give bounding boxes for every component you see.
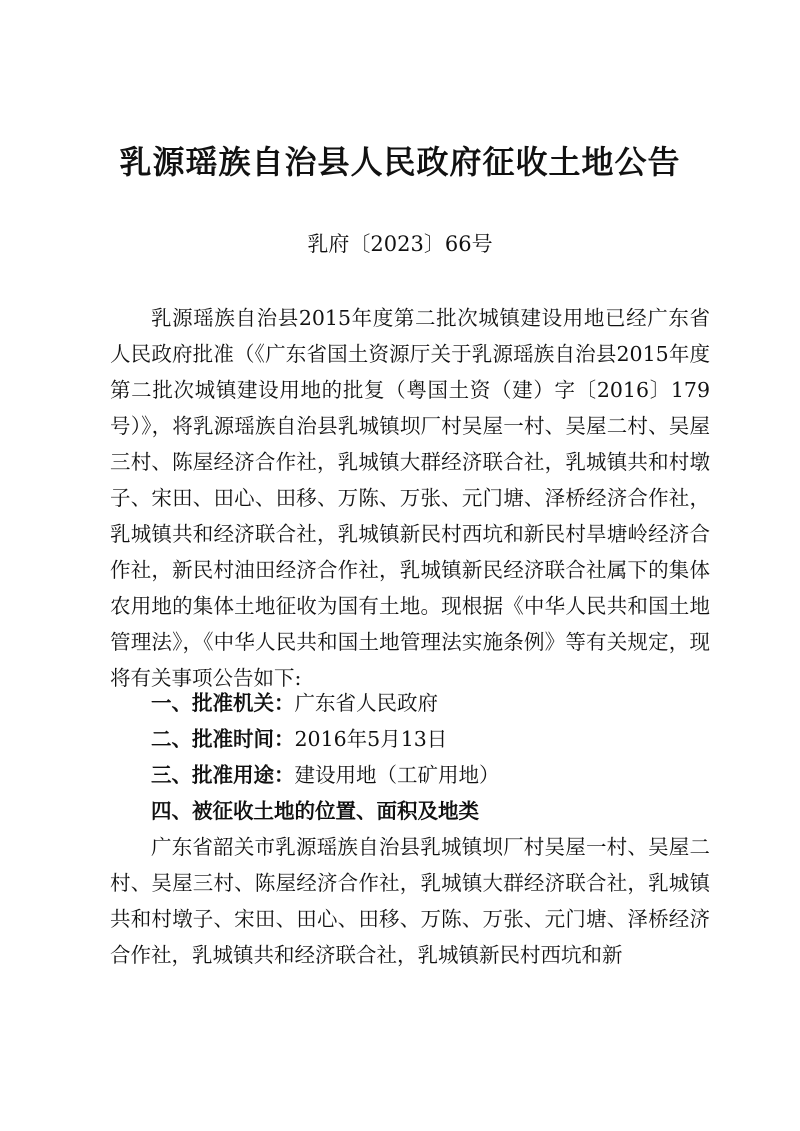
- item-value: 2016年5月13日: [294, 727, 448, 751]
- item-label: 二、批准时间：: [151, 727, 295, 751]
- item-approval-date: [151, 721, 711, 757]
- item-label: 一、批准机关：: [151, 691, 295, 715]
- item-approval-authority: [151, 685, 711, 721]
- document-number: 乳府〔2023〕66号: [307, 232, 493, 256]
- item-value: 建设用地（工矿用地）: [294, 763, 500, 787]
- document-title: 乳源瑶族自治县人民政府征收土地公告: [119, 143, 681, 181]
- item-label: 三、批准用途：: [151, 763, 295, 787]
- item-value: 广东省人民政府: [294, 691, 438, 715]
- item-approval-purpose: [151, 757, 711, 793]
- paragraph-intro: 乳源瑶族自治县2015年度第二批次城镇建设用地已经广东省人民政府批准（《广东省国土资源厅关于乳源瑶族自治县2015年度第二批次城镇建设用地的批复（粤国土资（建）字〔2016〕179号）》，将乳源瑶族自治县乳城镇坝厂村吴屋一村、吴屋二村、吴屋三村、陈屋经济合作社，乳城镇大群经济联合社，乳城镇共和村墩子、宋田、田心、田移、万陈、万张、元门塘、泽桥经济合作社，乳城镇共和经济联合社，乳城镇新民村西坑和新民村旱塘岭经济合作社，新民村油田经济合作社，乳城镇新民经济联合社属下的集体农用地的集体土地征收为国有土地。现根据《中华人民共和国土地管理法》，《中华人民共和国土地管理法实施条例》等有关规定，现将有关事项公告如下:: [110, 306, 710, 690]
- paragraph-land-location: 广东省韶关市乳源瑶族自治县乳城镇坝厂村吴屋一村、吴屋二村、吴屋三村、陈屋经济合作社，乳城镇大群经济联合社，乳城镇共和村墩子、宋田、田心、田移、万陈、万张、元门塘、泽桥经济合作社，乳城镇共和经济联合社，乳城镇新民村西坑和新: [110, 835, 710, 967]
- section-heading-land-location: 四、被征收土地的位置、面积及地类: [151, 799, 479, 823]
